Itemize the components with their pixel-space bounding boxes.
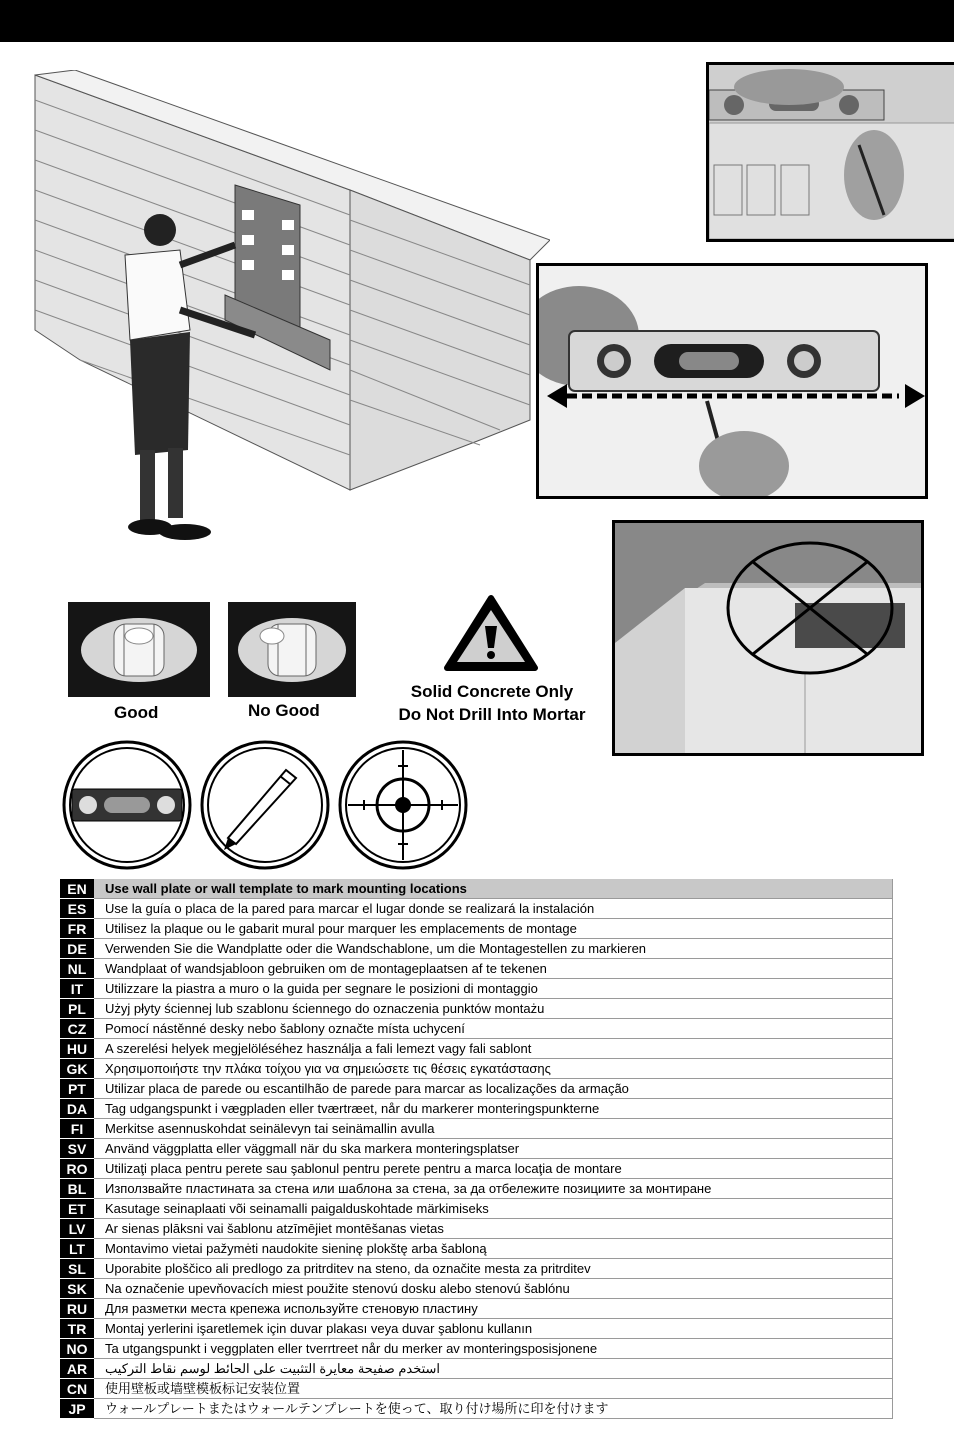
instruction-text: Tag udgangspunkt i vægpladen eller tværtræet, når du markerer monteringspunkterne [105, 1099, 893, 1119]
language-code: PT [60, 1079, 94, 1099]
instruction-text: Merkitse asennuskohdat seinälevyn tai seinämallin avulla [105, 1119, 893, 1139]
language-code: GK [60, 1059, 94, 1079]
instruction-row [60, 1159, 893, 1179]
language-code: BL [60, 1179, 94, 1199]
instruction-row [60, 1099, 893, 1119]
language-code: CZ [60, 1019, 94, 1039]
language-code: TR [60, 1319, 94, 1339]
instruction-text: Verwenden Sie die Wandplatte oder die Wandschablone, um die Montagestellen zu markieren [105, 939, 893, 959]
instruction-text: Pomocí nástěnné desky nebo šablony označte místa uchycení [105, 1019, 893, 1039]
instruction-row [60, 1379, 893, 1399]
language-code: SL [60, 1259, 94, 1279]
instruction-row [60, 1039, 893, 1059]
instruction-row [60, 899, 893, 919]
language-code: IT [60, 979, 94, 999]
language-code: PL [60, 999, 94, 1019]
header-bar [0, 0, 954, 42]
instruction-text: Wandplaat of wandsjabloon gebruiken om de montageplaatsen af te tekenen [105, 959, 893, 979]
instruction-row [60, 939, 893, 959]
language-code: DE [60, 939, 94, 959]
no-good-label: No Good [248, 701, 320, 720]
instruction-text: Kasutage seinaplaati või seinamalli paigalduskohtade märkimiseks [105, 1199, 893, 1219]
instruction-row [60, 1339, 893, 1359]
warning-line-1: Solid Concrete Only [410, 682, 574, 701]
instruction-text: Utilizar placa de parede ou escantilhão de parede para marcar as localizações da armação [105, 1079, 893, 1099]
language-code: NL [60, 959, 94, 979]
pencil-tool-icon [198, 738, 332, 872]
instruction-text: Montavimo vietai pažymėti naudokite sieninę plokštę arba šabloną [105, 1239, 893, 1259]
instruction-text: Use wall plate or wall template to mark mounting locations [105, 879, 893, 899]
instruction-row [60, 1219, 893, 1239]
instruction-text: Utilizaţi placa pentru perete sau şablonul pentru perete pentru a marca locaţia de montare [105, 1159, 893, 1179]
language-code: RU [60, 1299, 94, 1319]
instruction-text: استخدم صفيحة معايرة التثبيت على الحائط لوسم نقاط التركيب [105, 1359, 893, 1379]
language-code: NO [60, 1339, 94, 1359]
instruction-row [60, 999, 893, 1019]
instruction-text: Utilizzare la piastra a muro o la guida per segnare le posizioni di montaggio [105, 979, 893, 999]
instruction-row [60, 919, 893, 939]
instruction-text: 使用壁板或墙壁模板标记安装位置 [105, 1379, 893, 1399]
instruction-row [60, 1079, 893, 1099]
instruction-row [60, 1359, 893, 1379]
level-on-template-photo [706, 62, 954, 242]
instruction-text: Montaj yerlerini işaretlemek için duvar plakası veya duvar şablonu kullanın [105, 1319, 893, 1339]
instruction-text: Для разметки места крепежа используйте стеновую пластину [105, 1299, 893, 1319]
instruction-row [60, 979, 893, 999]
language-code: CN [60, 1379, 94, 1399]
instruction-text: ウォールプレートまたはウォールテンプレートを使って、取り付け場所に印を付けます [105, 1399, 893, 1419]
target-mark-icon [336, 738, 470, 872]
language-code: AR [60, 1359, 94, 1379]
instruction-text: Utilisez la plaque ou le gabarit mural pour marquer les emplacements de montage [105, 919, 893, 939]
instruction-row [60, 1299, 893, 1319]
good-label: Good [114, 703, 159, 722]
instruction-row [60, 1139, 893, 1159]
instruction-text: Ar sienas plāksni vai šablonu atzīmējiet montēšanas vietas [105, 1219, 893, 1239]
language-code: LV [60, 1219, 94, 1239]
instruction-text: Använd väggplatta eller väggmall när du ska markera monteringsplatser [105, 1139, 893, 1159]
instruction-row [60, 1179, 893, 1199]
language-code: FI [60, 1119, 94, 1139]
language-code: ET [60, 1199, 94, 1219]
instruction-row [60, 1399, 893, 1419]
good-level-thumbnail [68, 602, 210, 697]
language-code: HU [60, 1039, 94, 1059]
instruction-row [60, 1319, 893, 1339]
language-code: SK [60, 1279, 94, 1299]
language-code: ES [60, 899, 94, 919]
no-good-level-thumbnail [228, 602, 356, 697]
instruction-text: Използвайте пластината за стена или шаблона за стена, за да отбележите позициите за монтиране [105, 1179, 893, 1199]
instruction-text: A szerelési helyek megjelöléséhez használja a fali lemezt vagy fali sablont [105, 1039, 893, 1059]
language-code: DA [60, 1099, 94, 1119]
instruction-text: Use la guía o placa de la pared para marcar el lugar donde se realizará la instalación [105, 899, 893, 919]
warning-text [380, 680, 604, 726]
level-tool-icon [60, 738, 194, 872]
instruction-text: Na označenie upevňovacích miest použite stenovú dosku alebo stenovú šablónu [105, 1279, 893, 1299]
language-code: EN [60, 879, 94, 899]
instruction-row [60, 1239, 893, 1259]
instruction-row [60, 1259, 893, 1279]
warning-icon [443, 594, 539, 672]
instruction-row [60, 1019, 893, 1039]
instruction-text: Ta utgangspunkt i veggplaten eller tverrtreet når du merker av monteringsposisjonene [105, 1339, 893, 1359]
instruction-text: Χρησιμοποιήστε την πλάκα τοίχου για να σημειώσετε τις θέσεις εγκατάστασης [105, 1059, 893, 1079]
warning-line-2: Do Not Drill Into Mortar [398, 705, 586, 724]
level-marking-photo [536, 263, 928, 499]
language-code: SV [60, 1139, 94, 1159]
instruction-row [60, 1199, 893, 1219]
instruction-row [60, 1279, 893, 1299]
instruction-row [60, 959, 893, 979]
instruction-row [60, 1119, 893, 1139]
instruction-text: Uporabite ploščico ali predlogo za pritrditev na steno, da označite mesta za pritrditev [105, 1259, 893, 1279]
language-instructions-table [60, 879, 893, 1419]
instruction-row-en [60, 879, 893, 899]
language-code: LT [60, 1239, 94, 1259]
instruction-row [60, 1059, 893, 1079]
instruction-text: Użyj płyty ściennej lub szablonu ściennego do oznaczenia punktów montażu [105, 999, 893, 1019]
language-code: RO [60, 1159, 94, 1179]
language-code: FR [60, 919, 94, 939]
mortar-warning-photo [612, 520, 924, 756]
language-code: JP [60, 1399, 94, 1419]
wall-mounting-illustration [30, 70, 550, 560]
